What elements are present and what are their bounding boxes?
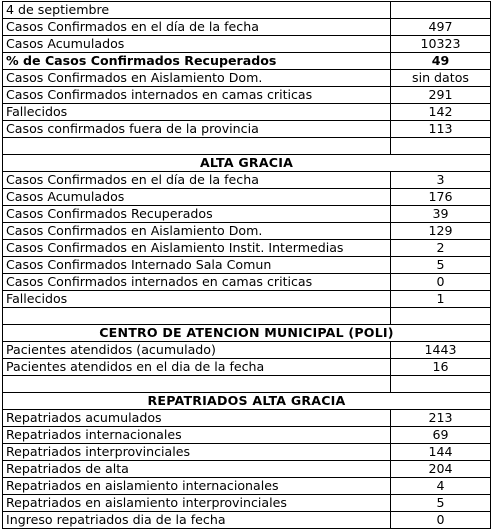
row-value: 176: [391, 189, 491, 206]
row-value: 39: [391, 206, 491, 223]
row-label: Casos Confirmados Recuperados: [3, 206, 391, 223]
row-value: 142: [391, 104, 491, 121]
row-value: 0: [391, 274, 491, 291]
row-label: Repatriados internacionales: [3, 427, 391, 444]
row-label: % de Casos Confirmados Recuperados: [3, 53, 391, 70]
empty-cell: [391, 308, 491, 325]
row-label: Casos Confirmados en el día de la fecha: [3, 19, 391, 36]
row-label: Repatriados en aislamiento interprovinciales: [3, 495, 391, 512]
section-title: CENTRO DE ATENCION MUNICIPAL (POLI): [3, 325, 491, 342]
row-label: Fallecidos: [3, 291, 391, 308]
table-row: [3, 410, 491, 427]
row-value: 4: [391, 478, 491, 495]
table-row: [3, 19, 491, 36]
table-row: [3, 53, 491, 70]
row-value: 10323: [391, 36, 491, 53]
table-row: [3, 461, 491, 478]
table-row: [3, 444, 491, 461]
row-label: Repatriados de alta: [3, 461, 391, 478]
row-label: Casos confirmados fuera de la provincia: [3, 121, 391, 138]
row-label: Pacientes atendidos (acumulado): [3, 342, 391, 359]
spacer-row: [3, 308, 491, 325]
table-row: [3, 121, 491, 138]
table-row: [3, 172, 491, 189]
row-value: 49: [391, 53, 491, 70]
table-row: [3, 36, 491, 53]
section-title: ALTA GRACIA: [3, 155, 491, 172]
empty-cell: [3, 138, 391, 155]
table-row: [3, 495, 491, 512]
row-label: Ingreso repatriados dia de la fecha: [3, 512, 391, 529]
row-value: 16: [391, 359, 491, 376]
empty-cell: [3, 308, 391, 325]
row-value: sin datos: [391, 70, 491, 87]
table-row: [3, 274, 491, 291]
row-value: 213: [391, 410, 491, 427]
section-title: REPATRIADOS ALTA GRACIA: [3, 393, 491, 410]
row-label: Casos Confirmados internados en camas criticas: [3, 87, 391, 104]
row-value: 1: [391, 291, 491, 308]
row-value: 5: [391, 257, 491, 274]
row-value: 1443: [391, 342, 491, 359]
table-row: [3, 427, 491, 444]
table-row: [3, 342, 491, 359]
row-label: Casos Acumulados: [3, 36, 391, 53]
row-value: 3: [391, 172, 491, 189]
row-label: Casos Confirmados en Aislamiento Dom.: [3, 70, 391, 87]
row-value: 69: [391, 427, 491, 444]
table-row: [3, 257, 491, 274]
date-row: [3, 2, 491, 19]
date-empty-cell: [391, 2, 491, 19]
row-value: 113: [391, 121, 491, 138]
empty-cell: [391, 376, 491, 393]
row-value: 0: [391, 512, 491, 529]
row-value: 497: [391, 19, 491, 36]
row-value: 144: [391, 444, 491, 461]
report-date: 4 de septiembre: [3, 2, 391, 19]
table-row: [3, 104, 491, 121]
spacer-row: [3, 138, 491, 155]
row-label: Repatriados interprovinciales: [3, 444, 391, 461]
table-row: [3, 87, 491, 104]
empty-cell: [391, 138, 491, 155]
row-label: Casos Confirmados Internado Sala Comun: [3, 257, 391, 274]
row-value: 204: [391, 461, 491, 478]
section-header-row: [3, 325, 491, 342]
row-label: Fallecidos: [3, 104, 391, 121]
row-value: 129: [391, 223, 491, 240]
table-row: [3, 189, 491, 206]
table-row: [3, 512, 491, 529]
table-row: [3, 359, 491, 376]
row-label: Repatriados acumulados: [3, 410, 391, 427]
table-row: [3, 223, 491, 240]
row-label: Casos Confirmados en el día de la fecha: [3, 172, 391, 189]
report-body: [3, 2, 491, 529]
table-row: [3, 206, 491, 223]
table-row: [3, 240, 491, 257]
row-label: Repatriados en aislamiento internacionales: [3, 478, 391, 495]
table-row: [3, 70, 491, 87]
table-row: [3, 291, 491, 308]
row-label: Casos Confirmados en Aislamiento Instit. Intermedias: [3, 240, 391, 257]
row-value: 5: [391, 495, 491, 512]
row-label: Casos Acumulados: [3, 189, 391, 206]
row-label: Casos Confirmados internados en camas criticas: [3, 274, 391, 291]
table-row: [3, 478, 491, 495]
row-label: Casos Confirmados en Aislamiento Dom.: [3, 223, 391, 240]
row-value: 2: [391, 240, 491, 257]
section-header-row: [3, 393, 491, 410]
covid-report-table: [2, 1, 491, 529]
row-value: 291: [391, 87, 491, 104]
row-label: Pacientes atendidos en el dia de la fecha: [3, 359, 391, 376]
empty-cell: [3, 376, 391, 393]
section-header-row: [3, 155, 491, 172]
spacer-row: [3, 376, 491, 393]
